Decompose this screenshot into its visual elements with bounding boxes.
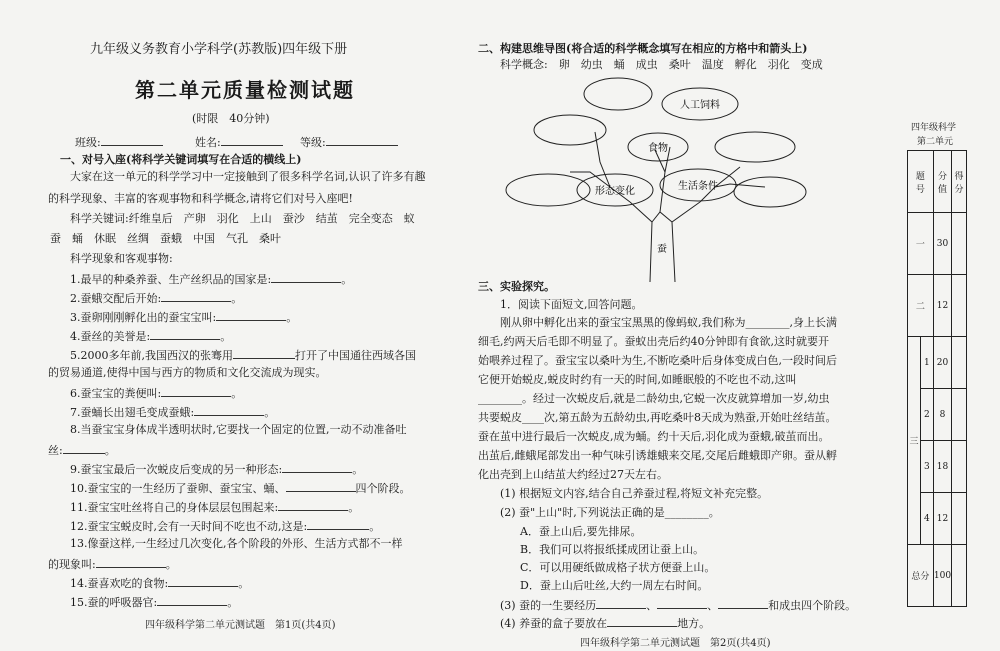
section1-intro: 大家在这一单元的科学学习中一定接触到了很多科学名词,认识了许多有趣的科学现象、丰富的客观事物和科学概念,请将它们对号入座吧! xyxy=(48,170,426,205)
passage-line-1: 刚从卵中孵化出来的蚕宝宝黑黑的像蚂蚁,我们称为________,身上长满 xyxy=(500,316,837,329)
row-points: 8 xyxy=(933,389,951,441)
stage-blank-1[interactable] xyxy=(596,597,646,609)
passage-line-6: 共要蜕皮____次,第五龄为五龄幼虫,再吃桑叶8天成为熟蚕,开始吐丝结茧。 xyxy=(478,411,837,424)
score-table xyxy=(907,150,967,607)
answer-blank-8[interactable] xyxy=(63,442,105,454)
option-c[interactable]: C．可以用硬纸做成格子状方便蚕上山。 xyxy=(520,561,716,574)
answer-blank-7[interactable] xyxy=(194,404,264,416)
blank-bubble-5 xyxy=(734,177,806,207)
question-2: 2.蚕蛾交配后开始: 。 xyxy=(70,292,243,305)
score-cell[interactable] xyxy=(952,213,967,275)
row-label: 二 xyxy=(908,275,934,337)
question-13: 13.像蚕这样,一生经过几次变化,各个阶段的外形、生活方式都不一样 xyxy=(70,537,403,550)
feed-label: 人工饲料 xyxy=(680,100,720,111)
answer-blank-2[interactable] xyxy=(161,290,231,302)
side-header-2: 第二单元 xyxy=(917,137,954,147)
passage-line-5: ________。经过一次蜕皮后,就是二龄幼虫,它蜕一次皮就算增加一岁,幼虫 xyxy=(478,392,830,405)
question-15: 15.蚕的呼吸器官: 。 xyxy=(70,596,239,609)
blank-bubble-2 xyxy=(534,115,606,145)
option-b[interactable]: B．我们可以将报纸揉成团让蚕上山。 xyxy=(520,543,705,556)
row-points: 18 xyxy=(933,441,951,493)
exam-subtitle: 九年级义务教育小学科学(苏教版)四年级下册 xyxy=(90,42,348,57)
answer-blank-14[interactable] xyxy=(168,575,238,587)
row-sub: 4 xyxy=(920,493,933,545)
question-1: 1.最早的种桑养蚕、生产丝织品的国家是: 。 xyxy=(70,273,353,286)
phenomena-label: 科学现象和客观事物: xyxy=(70,252,173,265)
answer-blank-4[interactable] xyxy=(150,328,220,340)
answer-blank-3[interactable] xyxy=(216,309,286,321)
keywords-line2: 蚕 蛹 休眠 丝绸 蚕蛾 中国 气孔 桑叶 xyxy=(50,232,281,245)
subquestion-3: (3) 蚕的一生要经历 、 、 和成虫四个阶段。 xyxy=(500,599,857,612)
grade-label: 等级: xyxy=(300,136,326,149)
col-points: 分值 xyxy=(933,151,951,213)
row-sub: 3 xyxy=(920,441,933,493)
left-page xyxy=(0,0,470,651)
answer-blank-10[interactable] xyxy=(286,480,356,492)
answer-blank-12[interactable] xyxy=(307,518,369,530)
blank-bubble-1 xyxy=(584,78,652,110)
score-cell[interactable] xyxy=(952,441,967,493)
question-12: 12.蚕宝宝蜕皮时,会有一天时间不吃也不动,这是: 。 xyxy=(70,520,381,533)
time-limit: (时限 40分钟) xyxy=(192,112,270,125)
passage-line-2: 细毛,约两天后毛即不明显了。蚕蚁出壳后约40分钟即有食欲,这时就要开 xyxy=(478,335,829,348)
question-5: 5.2000多年前,我国西汉的张骞用 打开了中国通往西域各国 xyxy=(70,349,416,362)
life-label: 生活条件 xyxy=(678,181,718,192)
row-points: 12 xyxy=(933,493,951,545)
col-score: 得分 xyxy=(952,151,967,213)
col-question: 题 号 xyxy=(908,151,934,213)
answer-blank-13[interactable] xyxy=(96,556,166,568)
subquestion-4: (4) 养蚕的盒子要放在 地方。 xyxy=(500,617,711,630)
section1-title: 一、对号入座(将科学关键词填写在合适的横线上) xyxy=(60,153,302,166)
answer-blank-6[interactable] xyxy=(161,385,231,397)
score-cell[interactable] xyxy=(952,275,967,337)
right-page xyxy=(470,0,900,651)
passage-line-3: 始喂养过程了。蚕宝宝以桑叶为生,不断吃桑叶后身体变成白色,一段时间后 xyxy=(478,354,837,367)
question-8: 8.当蚕宝宝身体成半透明状时,它要找一个固定的位置,一动不动准备吐 xyxy=(70,423,407,436)
question-6: 6.蚕宝宝的粪便叫: 。 xyxy=(70,387,243,400)
passage-line-8: 出茧后,雌蛾尾部发出一种气味引诱雄蛾来交尾,交尾后雌蛾即产卵。蚕从孵 xyxy=(478,449,837,462)
score-sidebar xyxy=(905,0,1000,651)
total-label: 总分 xyxy=(908,545,934,607)
option-d[interactable]: D．蚕上山后吐丝,大约一周左右时间。 xyxy=(520,579,709,592)
grade-field[interactable] xyxy=(300,134,398,150)
class-label: 班级: xyxy=(75,136,101,149)
read-prompt: 1．阅读下面短文,回答问题。 xyxy=(500,298,643,311)
passage-line-4: 它便开始蜕皮,蜕皮时约有一天的时间,如睡眠般的不吃也不动,这叫 xyxy=(478,373,797,386)
question-14: 14.蚕喜欢吃的食物: 。 xyxy=(70,577,250,590)
food-label: 食物 xyxy=(648,143,668,154)
answer-blank-15[interactable] xyxy=(157,594,227,606)
keywords-line1: 科学关键词:纤维皇后 产卵 羽化 上山 蚕沙 结茧 完全变态 蚁 xyxy=(70,212,415,225)
total-score-cell[interactable] xyxy=(952,545,967,607)
form-label: 形态变化 xyxy=(595,186,635,197)
name-field[interactable] xyxy=(195,134,283,150)
row-label: 三 xyxy=(908,337,921,545)
answer-blank-11[interactable] xyxy=(278,499,348,511)
blank-bubble-3 xyxy=(715,132,795,162)
exam-title: 第二单元质量检测试题 xyxy=(135,78,355,102)
row-points: 30 xyxy=(933,213,951,275)
left-footer: 四年级科学第二单元测试题 第1页(共4页) xyxy=(145,620,336,631)
mind-map-tree xyxy=(500,72,820,282)
question-7: 7.蚕蛹长出翅毛变成蚕蛾: 。 xyxy=(70,406,276,419)
row-sub: 2 xyxy=(920,389,933,441)
name-label: 姓名: xyxy=(195,136,221,149)
trunk-label: 蚕 xyxy=(657,244,667,255)
score-cell[interactable] xyxy=(952,337,967,389)
row-points: 20 xyxy=(933,337,951,389)
place-blank[interactable] xyxy=(607,615,677,627)
subquestion-2: (2) 蚕"上山"时,下列说法正确的是________。 xyxy=(500,506,720,519)
answer-blank-9[interactable] xyxy=(282,461,352,473)
option-a[interactable]: A．蚕上山后,要先排尿。 xyxy=(520,525,642,538)
section3-title: 三、实验探究。 xyxy=(478,280,555,293)
question-5-cont: 的贸易通道,使得中国与西方的物质和文化交流成为现实。 xyxy=(48,366,327,379)
answer-blank-1[interactable] xyxy=(271,271,341,283)
question-10: 10.蚕宝宝的一生经历了蚕卵、蚕宝宝、蛹、 四个阶段。 xyxy=(70,482,411,495)
question-11: 11.蚕宝宝吐丝将自己的身体层层包围起来: 。 xyxy=(70,501,360,514)
question-13-cont: 的现象叫: 。 xyxy=(48,558,177,571)
passage-line-7: 蚕在茧中进行最后一次蜕皮,成为蛹。约十天后,羽化成为蚕蛾,破茧而出。 xyxy=(478,430,830,443)
question-9: 9.蚕宝宝最后一次蜕皮后变成的另一种形态: 。 xyxy=(70,463,364,476)
stage-blank-2[interactable] xyxy=(657,597,707,609)
stage-blank-3[interactable] xyxy=(718,597,768,609)
answer-blank-5[interactable] xyxy=(233,347,295,359)
question-3: 3.蚕卵刚刚孵化出的蚕宝宝叫: 。 xyxy=(70,311,298,324)
score-cell[interactable] xyxy=(952,493,967,545)
row-sub: 1 xyxy=(920,337,933,389)
class-field[interactable] xyxy=(75,134,163,150)
side-header-1: 四年级科学 xyxy=(911,123,957,133)
section2-title: 二、构建思维导图(将合适的科学概念填写在相应的方格中和箭头上) xyxy=(478,42,808,55)
right-footer: 四年级科学第二单元测试题 第2页(共4页) xyxy=(580,638,771,649)
question-8-cont: 丝: 。 xyxy=(48,444,116,457)
subquestion-1: (1) 根据短文内容,结合自己养蚕过程,将短文补充完整。 xyxy=(500,487,769,500)
row-points: 12 xyxy=(933,275,951,337)
passage-line-9: 化出壳到上山结茧大约经过27天左右。 xyxy=(478,468,668,481)
row-label: 一 xyxy=(908,213,934,275)
tree-trunk xyxy=(630,202,700,282)
concept-list: 科学概念: 卵 幼虫 蛹 成虫 桑叶 温度 孵化 羽化 变成 xyxy=(500,58,823,71)
question-4: 4.蚕丝的美誉是: 。 xyxy=(70,330,232,343)
score-cell[interactable] xyxy=(952,389,967,441)
total-points: 100 xyxy=(933,545,951,607)
